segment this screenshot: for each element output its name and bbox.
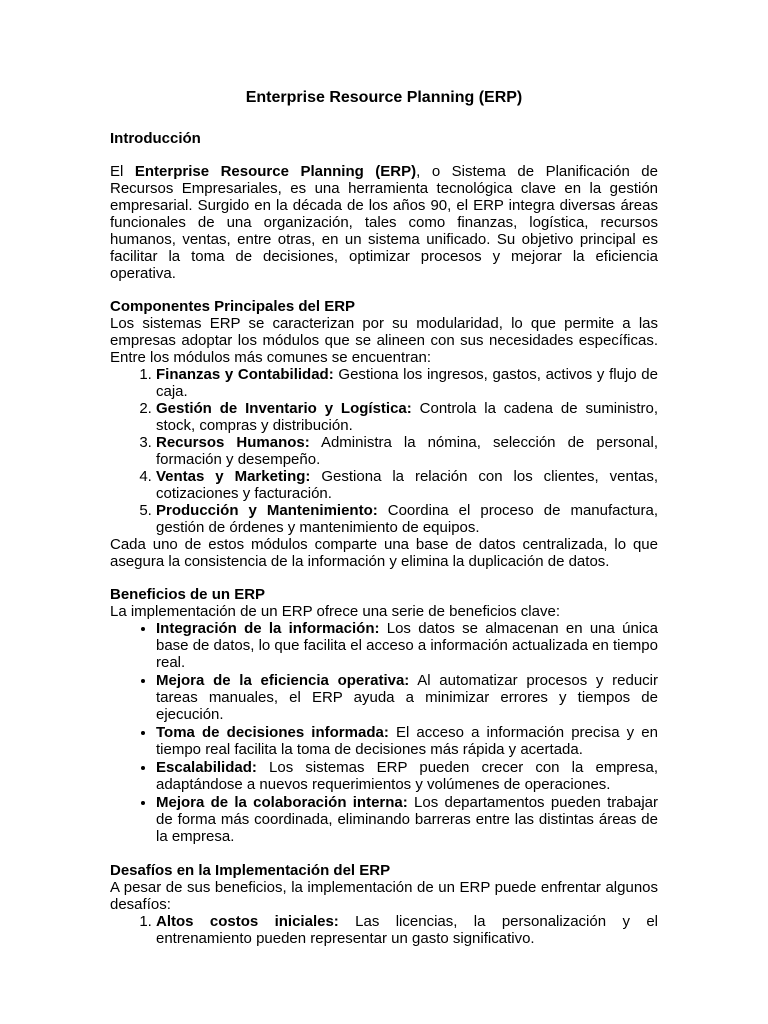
intro-heading: Introducción: [110, 130, 201, 147]
list-item-text: Las licencias, la personalización y el entrenamiento pueden representar un gasto significativo.: [156, 913, 658, 947]
list-item-bold: Escalabilidad:: [156, 759, 257, 776]
document-title: Enterprise Resource Planning (ERP): [245, 89, 523, 106]
intro-text-pre: El: [110, 163, 135, 180]
list-item-text: Coordina el proceso de manufactura, gestión de órdenes y mantenimiento de equipos.: [156, 502, 658, 536]
list-item: [156, 724, 658, 758]
list-item: [156, 366, 658, 400]
list-item-text: Gestiona los ingresos, gastos, activos y flujo de caja.: [156, 366, 658, 400]
list-item: [156, 759, 658, 793]
list-item-bold: Toma de decisiones informada:: [156, 724, 389, 741]
components-heading: Componentes Principales del ERP: [110, 298, 356, 315]
list-item: [156, 502, 658, 536]
list-item-bold: Integración de la información:: [156, 620, 380, 637]
list-item: [156, 400, 658, 434]
list-item-text: Al automatizar procesos y reducir tareas manuales, el ERP ayuda a minimizar errores y tiempos de ejecución.: [156, 672, 659, 723]
benefits-lead: La implementación de un ERP ofrece una serie de beneficios clave:: [110, 603, 560, 620]
challenges-lead: A pesar de sus beneficios, la implementación de un ERP puede enfrentar algunos desafíos:: [110, 879, 658, 913]
list-item: [156, 468, 658, 502]
benefits-heading: Beneficios de un ERP: [110, 586, 266, 603]
list-item: [156, 620, 658, 671]
list-item-text: Los sistemas ERP pueden crecer con la empresa, adaptándose a nuevos requerimientos y volúmenes de operaciones.: [156, 759, 658, 793]
intro-paragraph: [110, 163, 658, 282]
list-item: [156, 434, 658, 468]
list-item-bold: Recursos Humanos:: [156, 434, 310, 451]
list-item-bold: Finanzas y Contabilidad:: [156, 366, 334, 383]
list-item: [156, 913, 658, 947]
list-item-text: Los datos se almacenan en una única base de datos, lo que facilita el acceso a información actualizada en tiempo real.: [156, 620, 658, 671]
list-item-bold: Gestión de Inventario y Logística:: [156, 400, 412, 417]
intro-text-post: , o Sistema de Planificación de Recursos Empresariales, es una herramienta tecnológica clave en la gestión empresarial. Surgido en la década de los años 90, el ERP integra diversas áreas funcionales de una organización, tales como finanzas, logística, recursos humanos, ventas, entre otras, en un sistema unificado. Su objetivo principal es facilitar la toma de decisiones, optimizar procesos y mejorar la eficiencia operativa.: [110, 163, 658, 282]
list-item-text: Controla la cadena de suministro, stock, compras y distribución.: [156, 400, 658, 434]
list-item-bold: Ventas y Marketing:: [156, 468, 311, 485]
list-item-text: Gestiona la relación con los clientes, ventas, cotizaciones y facturación.: [156, 468, 658, 502]
intro-text-bold: Enterprise Resource Planning (ERP): [134, 163, 417, 180]
components-lead: Los sistemas ERP se caracterizan por su modularidad, lo que permite a las empresas adoptar los módulos que se alineen con sus necesidades específicas. Entre los módulos más comunes se encuentran:: [110, 315, 658, 366]
challenges-heading: Desafíos en la Implementación del ERP: [110, 862, 391, 879]
list-item: [156, 672, 658, 723]
benefits-list: [110, 620, 658, 845]
list-item-bold: Producción y Mantenimiento:: [156, 502, 378, 519]
challenges-list: [110, 913, 658, 947]
list-item-text: Administra la nómina, selección de personal, formación y desempeño.: [156, 434, 658, 468]
components-closing: Cada uno de estos módulos comparte una base de datos centralizada, lo que asegura la consistencia de la información y elimina la duplicación de datos.: [110, 536, 658, 570]
list-item: [156, 794, 658, 845]
list-item-text: Los departamentos pueden trabajar de forma más coordinada, eliminando barreras entre las distintas áreas de la empresa.: [156, 794, 658, 845]
list-item-text: El acceso a información precisa y en tiempo real facilita la toma de decisiones más rápida y acertada.: [156, 724, 658, 758]
list-item-bold: Altos costos iniciales:: [156, 913, 339, 930]
components-list: [110, 366, 658, 536]
list-item-bold: Mejora de la colaboración interna:: [156, 794, 408, 811]
list-item-bold: Mejora de la eficiencia operativa:: [156, 672, 410, 689]
